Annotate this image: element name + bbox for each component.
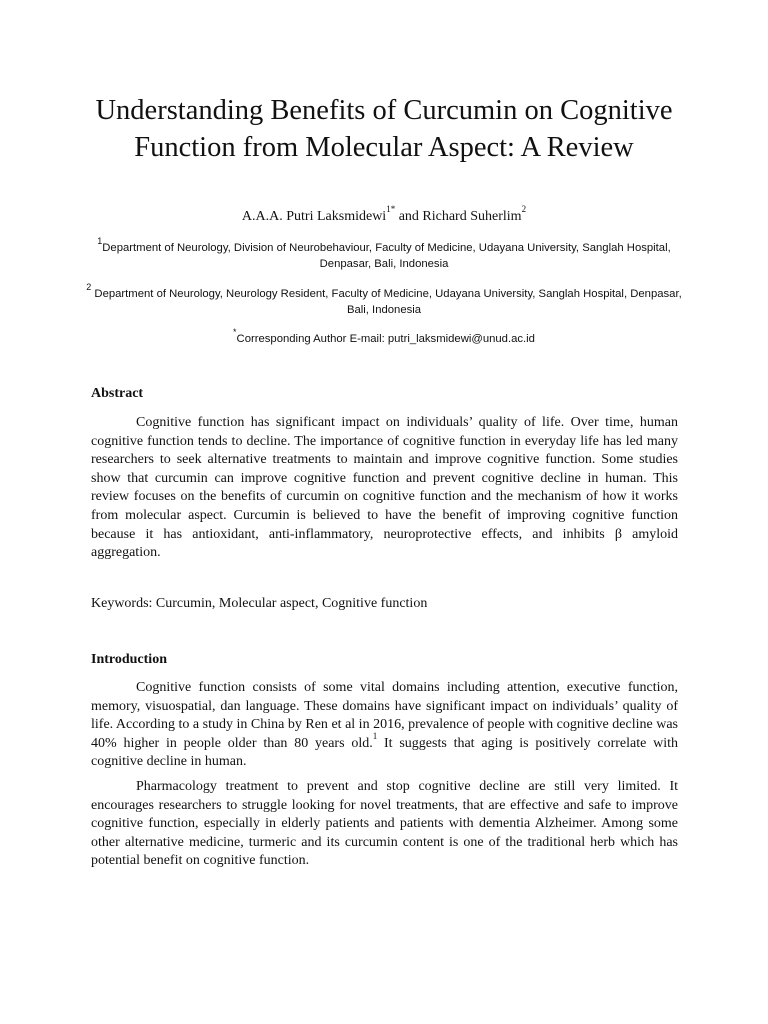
- affiliation-1: [86, 236, 682, 272]
- affiliation-2-text: Department of Neurology, Neurology Resident, Faculty of Medicine, Udayana University, Sanglah Hospital, Denpasar, Bali, Indonesia: [91, 288, 682, 316]
- corresponding-superscript: *: [233, 327, 237, 338]
- affiliation-1-superscript: 1: [97, 236, 103, 247]
- intro-p1-text: Cognitive function consists of some vital domains including attention, executive function, memory, visuospatial, dan language. These domains have significant impact on individuals’ quality of life. According to a study in China by Ren et al in 2016, prevalence of people with cognitive decline was 40% higher in people older than 80 years old.: [91, 680, 678, 751]
- keywords: Keywords: Curcumin, Molecular aspect, Cognitive function: [91, 596, 428, 611]
- author-1: A.A.A. Putri Laksmidewi: [241, 209, 387, 224]
- affiliation-1-text: Department of Neurology, Division of Neurobehaviour, Faculty of Medicine, Udayana University, Sanglah Hospital, Denpasar, Bali, Indonesia: [102, 242, 671, 270]
- abstract-heading: Abstract: [91, 386, 144, 401]
- introduction-paragraph-1: [91, 679, 678, 772]
- author-conjunction: and: [395, 209, 423, 224]
- introduction-heading: Introduction: [91, 652, 167, 667]
- corresponding-author: [86, 327, 682, 347]
- author-line: [60, 204, 708, 226]
- abstract-paragraph: Cognitive function has significant impact on individuals’ quality of life. Over time, human cognitive function tends to decline. The importance of cognitive function in everyday life has led many researchers to seek alternative treatments to maintain and improve cognitive function. Some studies show that curcumin can improve cognitive function and prevent cognitive decline in human. This review focuses on the benefits of curcumin on cognitive function and the mechanism of how it works from molecular aspect. Curcumin is believed to have the benefit of improving cognitive function because it has antioxidant, anti-inflammatory, neuroprotective effects, and inhibits β amyloid aggregation.: [91, 415, 678, 561]
- introduction-paragraph-2: Pharmacology treatment to prevent and stop cognitive decline are still very limited. It encourages researchers to struggle looking for novel treatments, that are effective and safe to improve cognitive function, especially in elderly patients and patients with dementia Alzheimer. Among some other alternative medicine, turmeric and its curcumin content is one of the traditional herb which has potential benefit on cognitive function.: [91, 779, 678, 869]
- affiliation-2: [86, 282, 682, 318]
- citation-superscript: 1: [372, 731, 378, 742]
- affiliation-2-superscript: 2: [86, 282, 92, 293]
- author-2-superscript: 2: [521, 204, 527, 215]
- corresponding-email: Corresponding Author E-mail: putri_laksmidewi@unud.ac.id: [236, 333, 535, 345]
- author-1-superscript: 1*: [386, 204, 396, 215]
- intro-p1-tail: It suggests that aging is positively correlate with cognitive decline in human.: [91, 735, 678, 770]
- paper-title: Understanding Benefits of Curcumin on Cognitive Function from Molecular Aspect: A Review: [95, 95, 673, 163]
- author-2: Richard Suherlim: [422, 209, 522, 224]
